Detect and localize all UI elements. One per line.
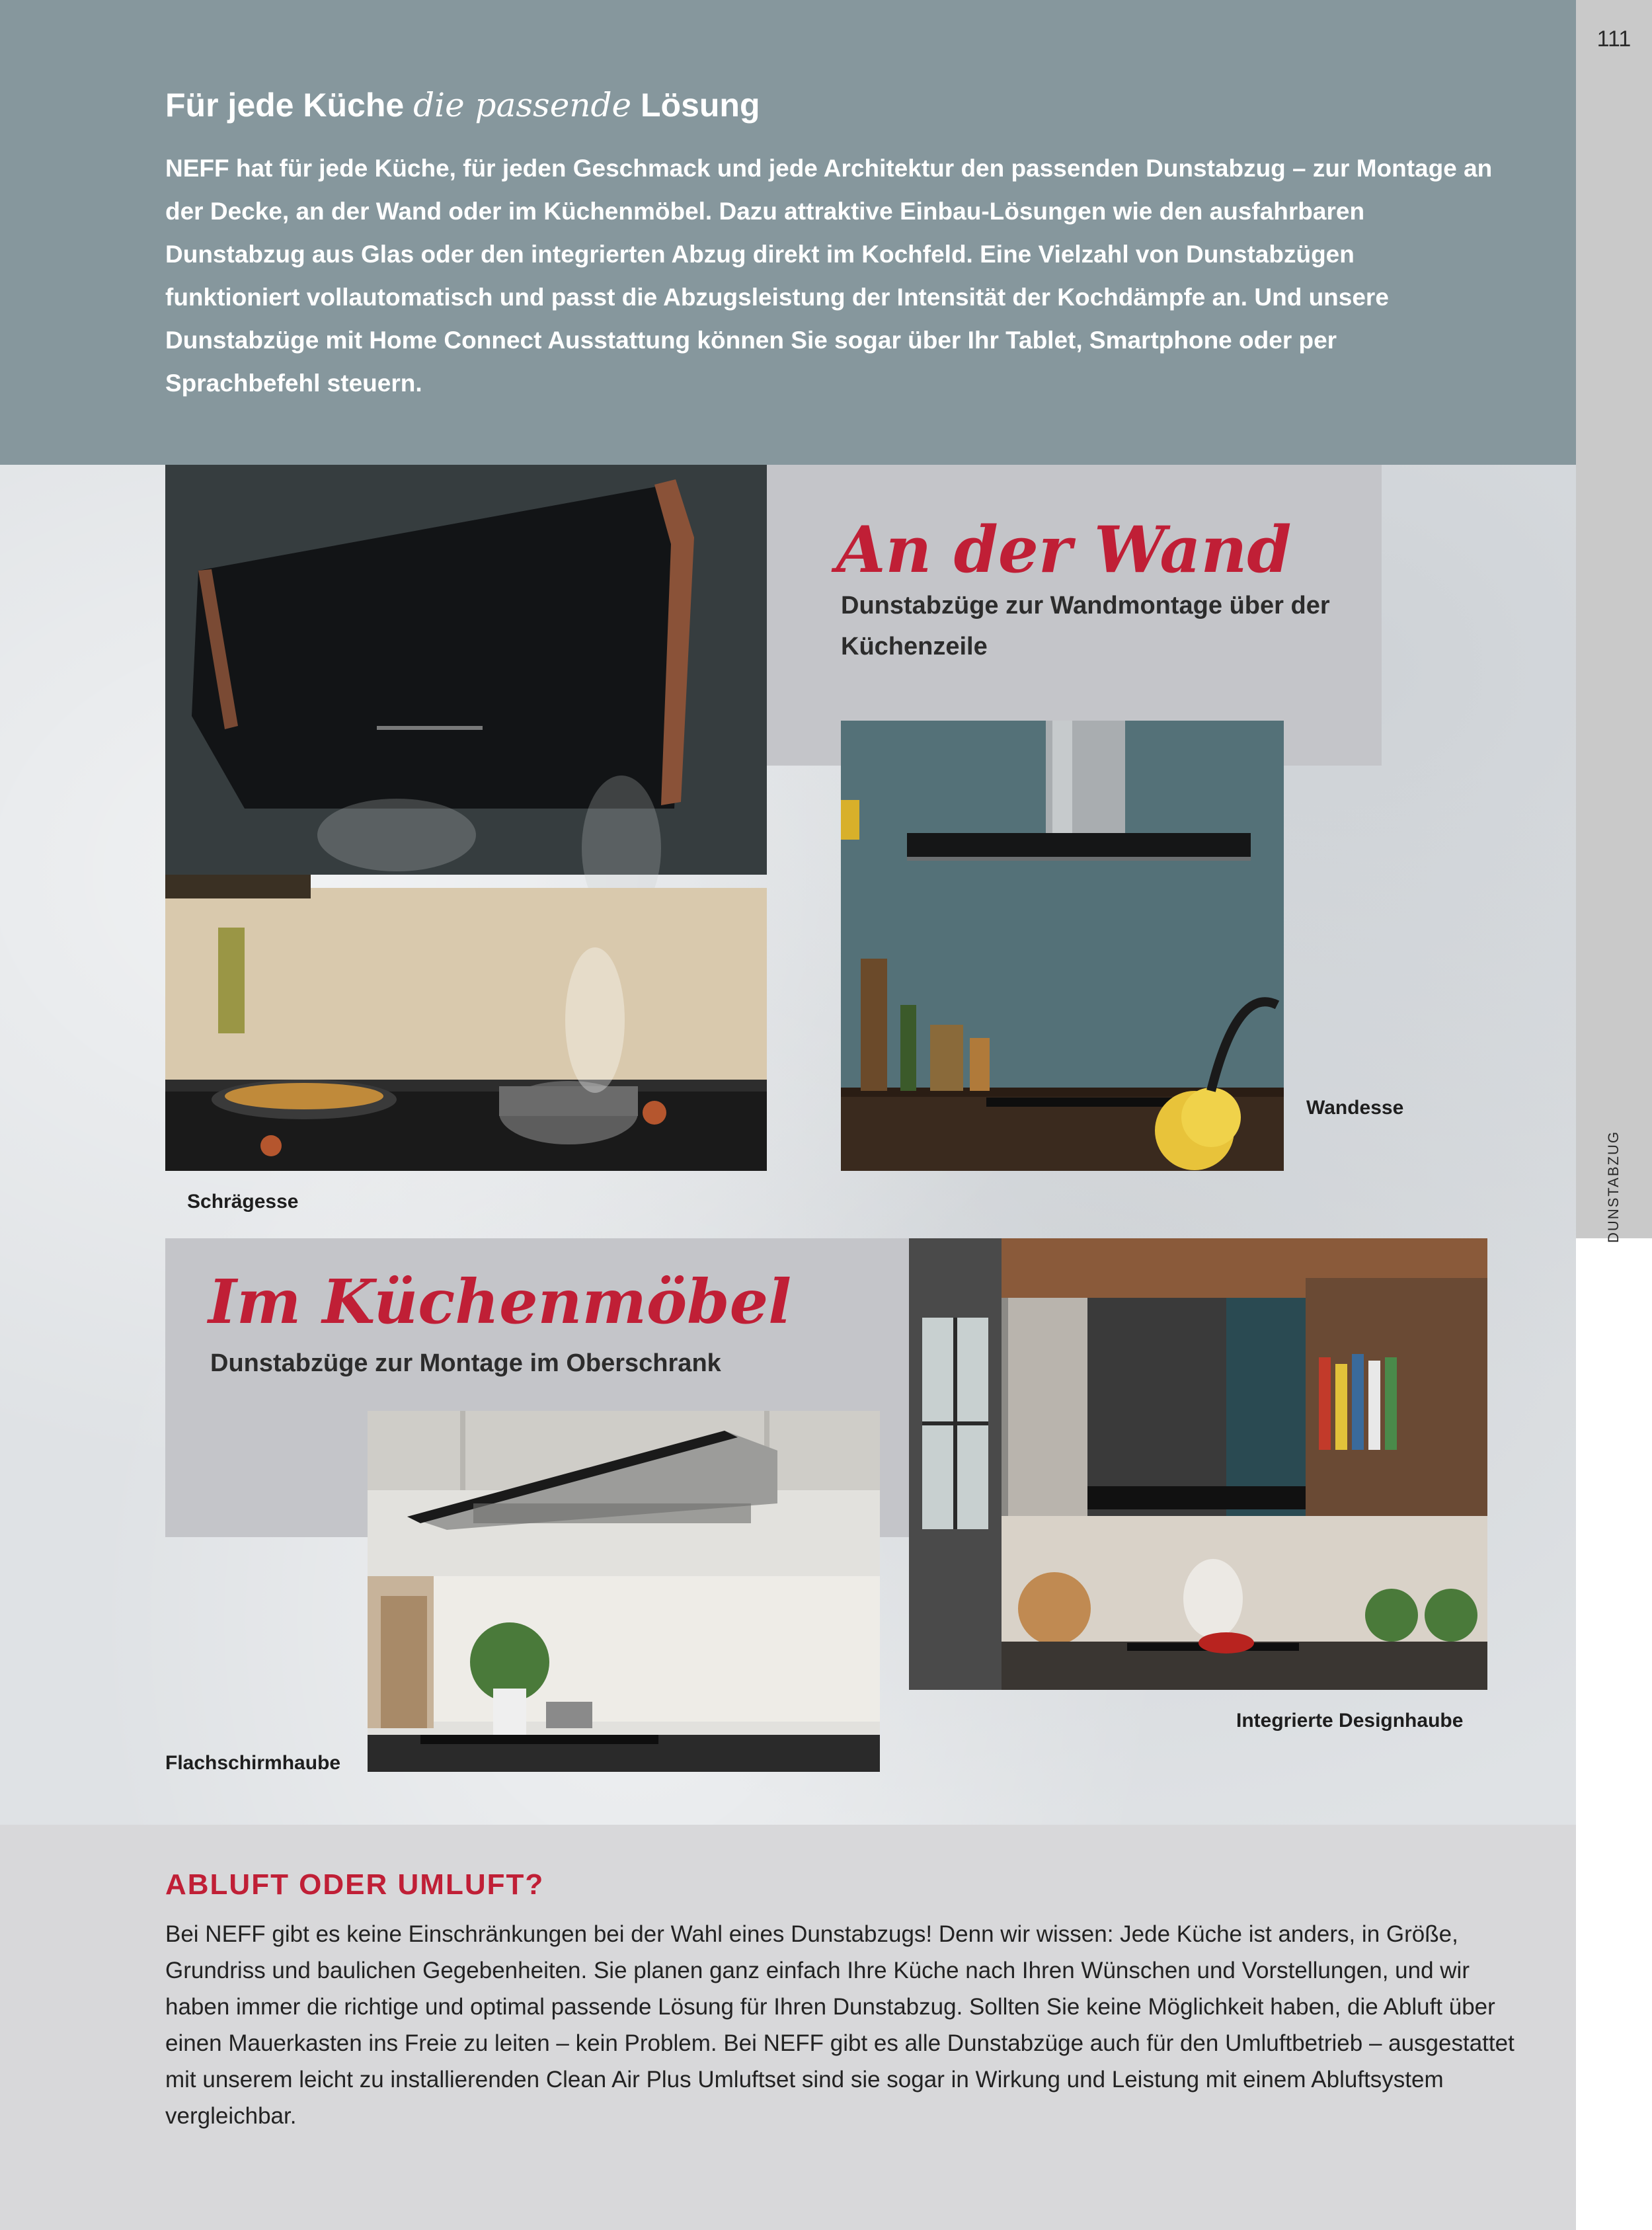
wall-hood-photo — [841, 721, 1284, 1171]
flat-hood-photo — [368, 1411, 880, 1772]
caption-slanted-hood: Schrägesse — [187, 1191, 299, 1213]
cabinet-section-subtitle: Dunstabzüge zur Montage im Oberschrank — [210, 1349, 721, 1377]
caption-integrated-hood: Integrierte Designhaube — [1236, 1710, 1464, 1732]
caption-flat-hood: Flachschirmhaube — [165, 1752, 341, 1774]
page-number: 111 — [1596, 26, 1632, 52]
integrated-hood-photo — [909, 1238, 1487, 1690]
intro-title-end: Lösung — [631, 87, 760, 124]
cabinet-section-title: Im Küchenmöbel — [208, 1266, 792, 1337]
caption-wall-hood: Wandesse — [1306, 1097, 1404, 1119]
intro-title — [165, 86, 760, 124]
wall-section-subtitle: Dunstabzüge zur Wandmontage über der Küchenzeile — [841, 592, 1330, 660]
bottom-body: Bei NEFF gibt es keine Einschränkungen bei der Wahl eines Dunstabzugs! Denn wir wissen: Jede Küche ist anders, in Größe, Grundriss und baulichen Gegebenheiten. Sie planen ganz einfach Ihre Küche nach Ihren Wünschen und Vorstellungen, und wir haben immer die richtige und optimal passende Lösung für Ihren Dunstabzug. Sollten Sie keine Möglichkeit haben, die Abluft über einen Mauerkasten ins Freie zu leiten – kein Problem. Bei NEFF gibt es alle Dunstabzüge auch für den Umluftbetrieb – ausgestattet mit unserem leicht zu installierenden Clean Air Plus Umluftset sind sie sogar in Wirkung und Leistung mit einem Abluftsystem vergleichbar. — [165, 1921, 1514, 2129]
bottom-title: ABLUFT ODER UMLUFT? — [165, 1868, 545, 1901]
side-strip — [1576, 0, 1652, 1238]
slanted-hood-photo — [165, 465, 767, 1171]
side-tab-label: DUNSTABZUG — [1605, 1131, 1622, 1243]
intro-title-italic: die passende — [413, 86, 632, 124]
intro-title-start: Für jede Küche — [165, 87, 414, 124]
intro-body: NEFF hat für jede Küche, für jeden Geschmack und jede Architektur den passenden Dunstabzug – zur Montage an der Decke, an der Wand oder im Küchenmöbel. Dazu attraktive Einbau-Lösungen wie den ausfahrbaren Dunstabzug aus Glas oder den integrierten Abzug direkt im Kochfeld. Eine Vielzahl von Dunstabzügen funktioniert vollautomatisch und passt die Abzugsleistung der Intensität der Kochdämpfe an. Und unsere Dunstabzüge mit Home Connect Ausstattung können Sie sogar über Ihr Tablet, Smartphone oder per Sprachbefehl steuern. — [165, 155, 1493, 397]
wall-section-title: An der Wand — [836, 512, 1292, 587]
